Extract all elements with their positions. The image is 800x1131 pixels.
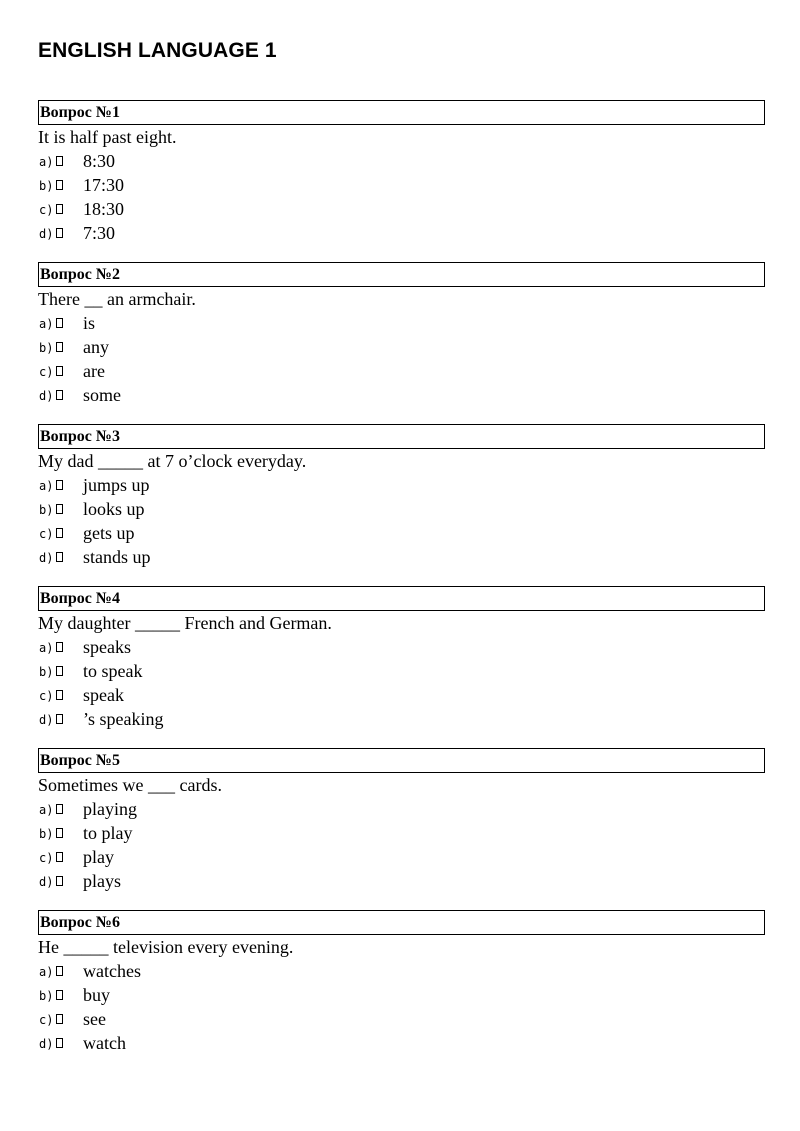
checkbox-icon[interactable] <box>56 804 63 814</box>
option-letter: d) <box>39 551 54 565</box>
checkbox-icon[interactable] <box>56 876 63 886</box>
checkbox-icon[interactable] <box>56 714 63 724</box>
option-c[interactable] <box>38 521 765 545</box>
option-letter: b) <box>39 665 54 679</box>
option-text: speaks <box>83 637 131 657</box>
checkbox-icon[interactable] <box>56 156 63 166</box>
question-header: Вопрос №4 <box>38 586 765 611</box>
option-a[interactable] <box>38 797 765 821</box>
option-letter: a) <box>39 479 54 493</box>
option-letter: b) <box>39 341 54 355</box>
checkbox-icon[interactable] <box>56 690 63 700</box>
option-letter: c) <box>39 689 54 703</box>
checkbox-icon[interactable] <box>56 1014 63 1024</box>
option-text: speak <box>83 685 124 705</box>
option-text: plays <box>83 871 121 891</box>
question-text: Sometimes we ___ cards. <box>38 775 222 795</box>
question-text: My dad _____ at 7 o’clock everyday. <box>38 451 307 471</box>
option-b[interactable] <box>38 983 765 1007</box>
option-letter: b) <box>39 179 54 193</box>
checkbox-icon[interactable] <box>56 480 63 490</box>
option-a[interactable] <box>38 635 765 659</box>
question-header: Вопрос №2 <box>38 262 765 287</box>
checkbox-icon[interactable] <box>56 180 63 190</box>
option-d[interactable] <box>38 383 765 407</box>
option-text: buy <box>83 985 110 1005</box>
option-text: looks up <box>83 499 145 519</box>
option-a[interactable] <box>38 149 765 173</box>
option-letter: b) <box>39 827 54 841</box>
option-letter: c) <box>39 527 54 541</box>
option-text: 8:30 <box>83 151 116 171</box>
option-letter: c) <box>39 365 54 379</box>
option-text: are <box>83 361 105 381</box>
question-1 <box>38 100 765 245</box>
option-b[interactable] <box>38 497 765 521</box>
question-text: He _____ television every evening. <box>38 937 294 957</box>
option-c[interactable] <box>38 845 765 869</box>
question-header: Вопрос №5 <box>38 748 765 773</box>
option-b[interactable] <box>38 659 765 683</box>
question-header: Вопрос №6 <box>38 910 765 935</box>
answer-options <box>38 149 765 245</box>
option-c[interactable] <box>38 359 765 383</box>
option-d[interactable] <box>38 545 765 569</box>
option-text: some <box>83 385 121 405</box>
option-letter: a) <box>39 803 54 817</box>
option-text: stands up <box>83 547 151 567</box>
checkbox-icon[interactable] <box>56 642 63 652</box>
checkbox-icon[interactable] <box>56 228 63 238</box>
option-letter: d) <box>39 713 54 727</box>
question-text: My daughter _____ French and German. <box>38 613 332 633</box>
checkbox-icon[interactable] <box>56 966 63 976</box>
checkbox-icon[interactable] <box>56 318 63 328</box>
question-header: Вопрос №3 <box>38 424 765 449</box>
option-text: 17:30 <box>83 175 125 195</box>
option-text: playing <box>83 799 137 819</box>
option-letter: d) <box>39 389 54 403</box>
answer-options <box>38 635 765 731</box>
question-text: It is half past eight. <box>38 127 177 147</box>
answer-options <box>38 473 765 569</box>
option-d[interactable] <box>38 221 765 245</box>
option-letter: c) <box>39 203 54 217</box>
checkbox-icon[interactable] <box>56 342 63 352</box>
option-d[interactable] <box>38 1031 765 1055</box>
question-4 <box>38 586 765 731</box>
option-a[interactable] <box>38 959 765 983</box>
option-letter: c) <box>39 851 54 865</box>
checkbox-icon[interactable] <box>56 552 63 562</box>
option-letter: d) <box>39 1037 54 1051</box>
question-6 <box>38 910 765 1055</box>
option-text: 18:30 <box>83 199 125 219</box>
option-text: any <box>83 337 109 357</box>
option-letter: b) <box>39 503 54 517</box>
answer-options <box>38 797 765 893</box>
option-text: watch <box>83 1033 126 1053</box>
answer-options <box>38 959 765 1055</box>
option-letter: a) <box>39 155 54 169</box>
option-letter: a) <box>39 965 54 979</box>
checkbox-icon[interactable] <box>56 990 63 1000</box>
answer-options <box>38 311 765 407</box>
question-header: Вопрос №1 <box>38 100 765 125</box>
option-text: is <box>83 313 96 333</box>
option-text: 7:30 <box>83 223 116 243</box>
checkbox-icon[interactable] <box>56 666 63 676</box>
option-text: gets up <box>83 523 135 543</box>
checkbox-icon[interactable] <box>56 828 63 838</box>
checkbox-icon[interactable] <box>56 852 63 862</box>
option-c[interactable] <box>38 197 765 221</box>
option-d[interactable] <box>38 869 765 893</box>
question-3 <box>38 424 765 569</box>
option-letter: d) <box>39 875 54 889</box>
option-text: to play <box>83 823 133 843</box>
option-c[interactable] <box>38 683 765 707</box>
option-text: jumps up <box>83 475 150 495</box>
checkbox-icon[interactable] <box>56 1038 63 1048</box>
option-text: see <box>83 1009 106 1029</box>
option-letter: c) <box>39 1013 54 1027</box>
checkbox-icon[interactable] <box>56 504 63 514</box>
option-a[interactable] <box>38 311 765 335</box>
option-d[interactable] <box>38 707 765 731</box>
question-text: There __ an armchair. <box>38 289 196 309</box>
checkbox-icon[interactable] <box>56 528 63 538</box>
option-text: ’s speaking <box>83 709 164 729</box>
checkbox-icon[interactable] <box>56 366 63 376</box>
option-letter: a) <box>39 641 54 655</box>
option-a[interactable] <box>38 473 765 497</box>
document-title: ENGLISH LANGUAGE 1 <box>38 39 277 62</box>
checkbox-icon[interactable] <box>56 204 63 214</box>
option-b[interactable] <box>38 335 765 359</box>
option-letter: a) <box>39 317 54 331</box>
option-text: play <box>83 847 114 867</box>
option-letter: d) <box>39 227 54 241</box>
checkbox-icon[interactable] <box>56 390 63 400</box>
question-5 <box>38 748 765 893</box>
option-b[interactable] <box>38 821 765 845</box>
question-2 <box>38 262 765 407</box>
option-b[interactable] <box>38 173 765 197</box>
option-letter: b) <box>39 989 54 1003</box>
option-text: to speak <box>83 661 143 681</box>
option-c[interactable] <box>38 1007 765 1031</box>
option-text: watches <box>83 961 141 981</box>
